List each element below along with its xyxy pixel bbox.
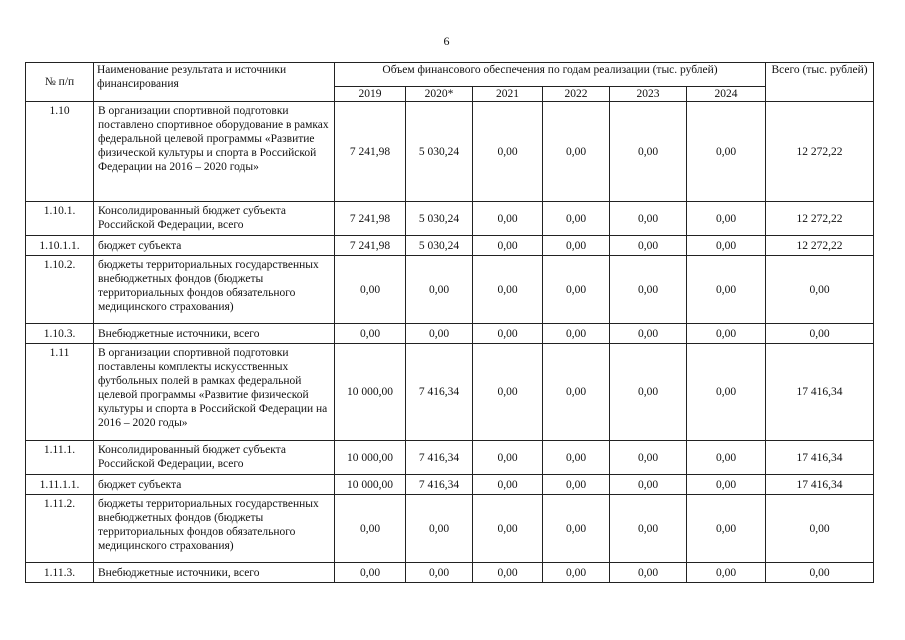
row-code: 1.11.3. bbox=[26, 563, 94, 583]
row-code: 1.11.1.1. bbox=[26, 475, 94, 495]
value-2021: 0,00 bbox=[473, 102, 543, 202]
value-2019: 7 241,98 bbox=[335, 236, 406, 256]
value-2021: 0,00 bbox=[473, 344, 543, 441]
value-2020: 0,00 bbox=[406, 256, 473, 324]
value-2024: 0,00 bbox=[687, 344, 766, 441]
row-name: бюджет субъекта bbox=[94, 475, 335, 495]
table-row bbox=[26, 563, 874, 583]
header-year: 2021 bbox=[473, 87, 543, 102]
value-2023: 0,00 bbox=[610, 202, 687, 236]
table-row bbox=[26, 495, 874, 563]
row-name: Внебюджетные источники, всего bbox=[94, 324, 335, 344]
header-year: 2022 bbox=[543, 87, 610, 102]
value-total: 0,00 bbox=[766, 563, 874, 583]
value-total: 0,00 bbox=[766, 495, 874, 563]
value-2022: 0,00 bbox=[543, 102, 610, 202]
value-2024: 0,00 bbox=[687, 495, 766, 563]
row-name: Внебюджетные источники, всего bbox=[94, 563, 335, 583]
value-2023: 0,00 bbox=[610, 563, 687, 583]
row-code: 1.10 bbox=[26, 102, 94, 202]
header-year: 2024 bbox=[687, 87, 766, 102]
table-row bbox=[26, 344, 874, 441]
value-2019: 0,00 bbox=[335, 563, 406, 583]
value-2024: 0,00 bbox=[687, 441, 766, 475]
value-total: 12 272,22 bbox=[766, 202, 874, 236]
row-name: бюджеты территориальных государственных внебюджетных фондов (бюджеты территориальных фондов обязательного медицинского страхования) bbox=[94, 495, 335, 563]
value-2019: 7 241,98 bbox=[335, 202, 406, 236]
value-2022: 0,00 bbox=[543, 256, 610, 324]
value-2023: 0,00 bbox=[610, 324, 687, 344]
value-2022: 0,00 bbox=[543, 202, 610, 236]
value-2019: 0,00 bbox=[335, 495, 406, 563]
value-total: 17 416,34 bbox=[766, 344, 874, 441]
table-row bbox=[26, 256, 874, 324]
header-year: 2020* bbox=[406, 87, 473, 102]
value-total: 17 416,34 bbox=[766, 441, 874, 475]
row-name: Консолидированный бюджет субъекта Российской Федерации, всего bbox=[94, 202, 335, 236]
table-row bbox=[26, 202, 874, 236]
header-num: № п/п bbox=[26, 63, 94, 102]
value-2024: 0,00 bbox=[687, 102, 766, 202]
value-2019: 7 241,98 bbox=[335, 102, 406, 202]
value-total: 12 272,22 bbox=[766, 236, 874, 256]
row-name: бюджеты территориальных государственных внебюджетных фондов (бюджеты территориальных фондов обязательного медицинского страхования) bbox=[94, 256, 335, 324]
value-total: 17 416,34 bbox=[766, 475, 874, 495]
value-2024: 0,00 bbox=[687, 256, 766, 324]
row-code: 1.11.2. bbox=[26, 495, 94, 563]
value-2020: 5 030,24 bbox=[406, 236, 473, 256]
value-2023: 0,00 bbox=[610, 475, 687, 495]
value-2021: 0,00 bbox=[473, 441, 543, 475]
row-code: 1.10.1. bbox=[26, 202, 94, 236]
value-2019: 10 000,00 bbox=[335, 441, 406, 475]
value-2019: 0,00 bbox=[335, 256, 406, 324]
row-name: бюджет субъекта bbox=[94, 236, 335, 256]
table-row bbox=[26, 324, 874, 344]
value-2020: 0,00 bbox=[406, 495, 473, 563]
row-code: 1.10.1.1. bbox=[26, 236, 94, 256]
value-2022: 0,00 bbox=[543, 495, 610, 563]
value-2020: 0,00 bbox=[406, 324, 473, 344]
value-2020: 5 030,24 bbox=[406, 202, 473, 236]
financing-table bbox=[25, 62, 874, 583]
value-2023: 0,00 bbox=[610, 344, 687, 441]
value-2020: 5 030,24 bbox=[406, 102, 473, 202]
row-name: В организации спортивной подготовки поставлено спортивное оборудование в рамках федеральной целевой программы «Развитие физической культуры и спорта в Российской Федерации на 2016 – 2020 годы» bbox=[94, 102, 335, 202]
value-2023: 0,00 bbox=[610, 495, 687, 563]
value-2024: 0,00 bbox=[687, 236, 766, 256]
value-2021: 0,00 bbox=[473, 236, 543, 256]
table-row bbox=[26, 236, 874, 256]
value-2022: 0,00 bbox=[543, 441, 610, 475]
value-2022: 0,00 bbox=[543, 344, 610, 441]
value-2020: 7 416,34 bbox=[406, 344, 473, 441]
header-name: Наименование результата и источники финансирования bbox=[94, 63, 335, 102]
row-name: Консолидированный бюджет субъекта Российской Федерации, всего bbox=[94, 441, 335, 475]
header-volume: Объем финансового обеспечения по годам реализации (тыс. рублей) bbox=[335, 63, 766, 87]
value-2019: 10 000,00 bbox=[335, 344, 406, 441]
value-2024: 0,00 bbox=[687, 202, 766, 236]
value-2020: 7 416,34 bbox=[406, 475, 473, 495]
row-name: В организации спортивной подготовки поставлены комплекты искусственных футбольных полей в рамках федеральной целевой программы «Развитие физической культуры и спорта в Российской Федерации на 2016 – 2020 годы» bbox=[94, 344, 335, 441]
value-2021: 0,00 bbox=[473, 324, 543, 344]
value-2021: 0,00 bbox=[473, 563, 543, 583]
header-year: 2023 bbox=[610, 87, 687, 102]
row-code: 1.11 bbox=[26, 344, 94, 441]
value-2022: 0,00 bbox=[543, 475, 610, 495]
value-2020: 0,00 bbox=[406, 563, 473, 583]
value-2022: 0,00 bbox=[543, 563, 610, 583]
value-2021: 0,00 bbox=[473, 475, 543, 495]
value-2024: 0,00 bbox=[687, 475, 766, 495]
value-2020: 7 416,34 bbox=[406, 441, 473, 475]
table-row bbox=[26, 441, 874, 475]
value-2019: 0,00 bbox=[335, 324, 406, 344]
header-year: 2019 bbox=[335, 87, 406, 102]
value-total: 0,00 bbox=[766, 256, 874, 324]
value-total: 0,00 bbox=[766, 324, 874, 344]
row-code: 1.10.3. bbox=[26, 324, 94, 344]
header-total: Всего (тыс. рублей) bbox=[766, 63, 874, 102]
value-2023: 0,00 bbox=[610, 256, 687, 324]
value-2019: 10 000,00 bbox=[335, 475, 406, 495]
table-row bbox=[26, 475, 874, 495]
value-2022: 0,00 bbox=[543, 236, 610, 256]
value-total: 12 272,22 bbox=[766, 102, 874, 202]
value-2024: 0,00 bbox=[687, 563, 766, 583]
value-2023: 0,00 bbox=[610, 236, 687, 256]
value-2022: 0,00 bbox=[543, 324, 610, 344]
row-code: 1.11.1. bbox=[26, 441, 94, 475]
table-row bbox=[26, 102, 874, 202]
value-2024: 0,00 bbox=[687, 324, 766, 344]
row-code: 1.10.2. bbox=[26, 256, 94, 324]
value-2021: 0,00 bbox=[473, 256, 543, 324]
value-2023: 0,00 bbox=[610, 102, 687, 202]
value-2021: 0,00 bbox=[473, 495, 543, 563]
value-2023: 0,00 bbox=[610, 441, 687, 475]
value-2021: 0,00 bbox=[473, 202, 543, 236]
page-number: 6 bbox=[443, 34, 450, 48]
